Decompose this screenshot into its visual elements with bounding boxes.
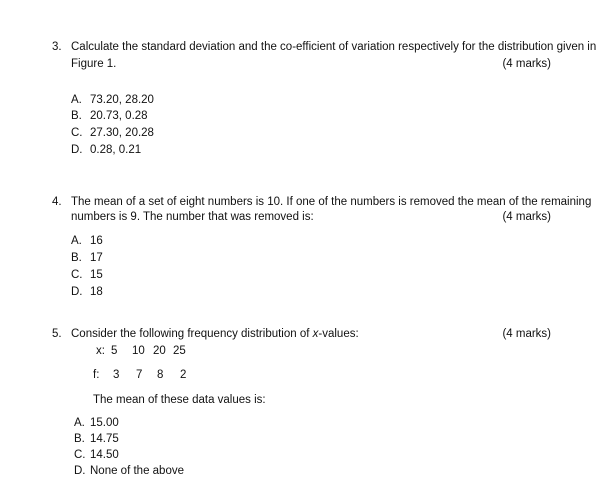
f-label: f:: [93, 369, 100, 381]
option-letter: B.: [71, 110, 82, 122]
option-letter: B.: [71, 252, 82, 264]
question-prompt: The mean of these data values is:: [93, 394, 266, 406]
option-letter: A.: [71, 235, 82, 247]
option-text: None of the above: [90, 465, 184, 477]
f-value: 2: [180, 369, 187, 381]
option-text: 20.73, 0.28: [90, 110, 148, 122]
option-letter: B.: [74, 433, 85, 445]
option-text: 0.28, 0.21: [90, 144, 142, 156]
option-letter: C.: [71, 269, 83, 281]
option-text: 15: [90, 269, 103, 281]
question-text-line-2: numbers is 9. The number that was removed is:: [71, 211, 314, 223]
option-letter: D.: [74, 465, 86, 477]
marks-label: (4 marks): [502, 58, 551, 70]
option-text: 17: [90, 252, 103, 264]
f-value: 3: [113, 369, 120, 381]
x-value: 25: [173, 345, 186, 357]
f-value: 7: [136, 369, 143, 381]
option-text: 16: [90, 235, 103, 247]
x-value: 5: [111, 345, 118, 357]
option-letter: C.: [71, 127, 83, 139]
question-text-line-2: Figure 1.: [71, 58, 117, 70]
question-text-line-1: Consider the following frequency distribution of x-values:: [71, 328, 359, 340]
x-value: 10: [132, 345, 145, 357]
question-number: 5.: [52, 328, 62, 340]
marks-label: (4 marks): [502, 328, 551, 340]
option-letter: C.: [74, 449, 86, 461]
x-label: x:: [96, 345, 105, 357]
option-text: 14.75: [90, 433, 119, 445]
f-value: 8: [157, 369, 164, 381]
question-number: 4.: [52, 196, 62, 208]
option-letter: A.: [71, 94, 82, 106]
x-value: 20: [153, 345, 166, 357]
option-letter: A.: [74, 417, 85, 429]
marks-label: (4 marks): [502, 211, 551, 223]
question-number: 3.: [52, 41, 62, 53]
option-letter: D.: [71, 144, 83, 156]
option-text: 27.30, 20.28: [90, 127, 154, 139]
option-letter: D.: [71, 286, 83, 298]
option-text: 14.50: [90, 449, 119, 461]
option-text: 18: [90, 286, 103, 298]
question-text-line-1: Calculate the standard deviation and the co-efficient of variation respectively for the distribution given in: [71, 41, 597, 53]
option-text: 15.00: [90, 417, 119, 429]
question-text-line-1: The mean of a set of eight numbers is 10. If one of the numbers is removed the mean of the remaining: [71, 196, 592, 208]
option-text: 73.20, 28.20: [90, 94, 154, 106]
